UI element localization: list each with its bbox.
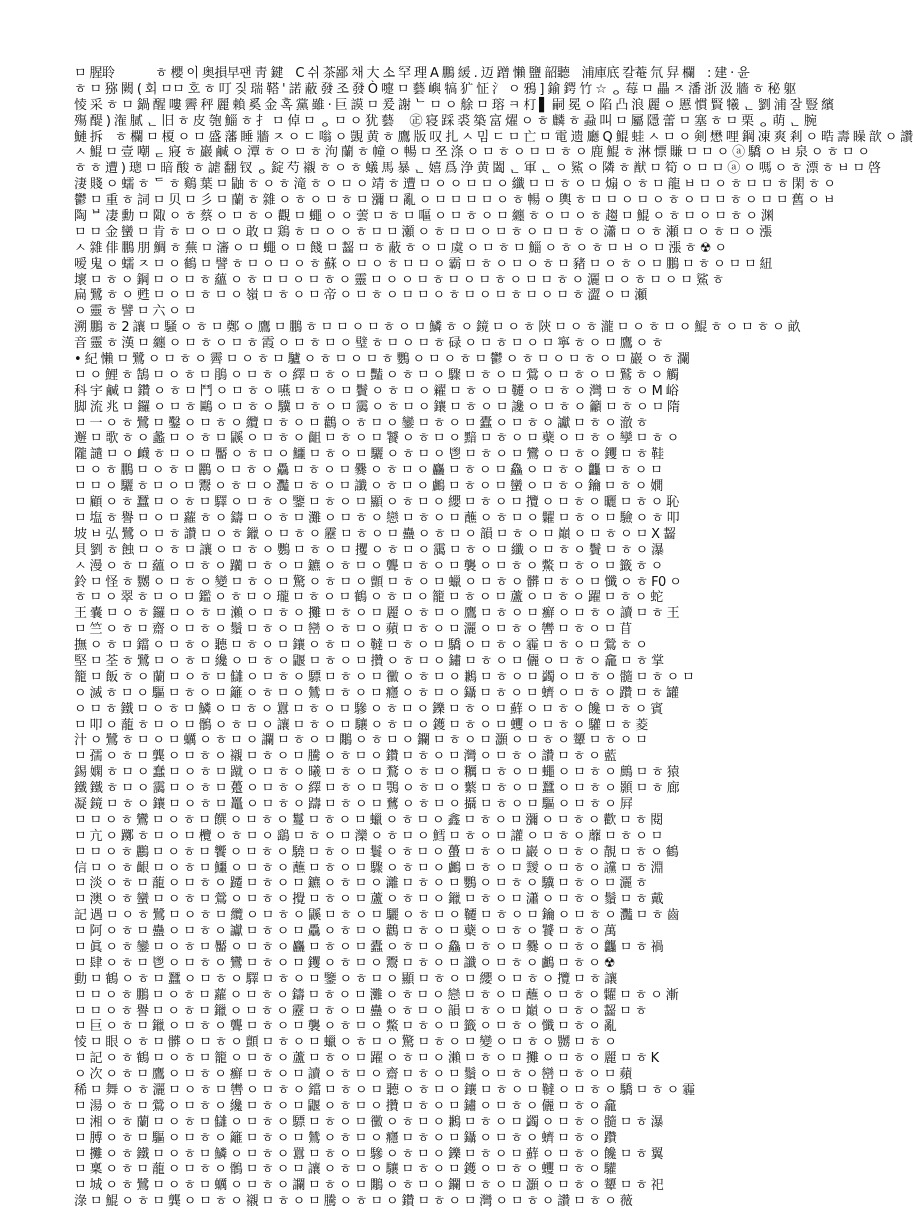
- text-line: ㅅ 雜 俳 鵬 朋 鯛 ㅎ 蕪 ㅁ 瀋 ㅇ ㅁ 蠅 ㅇ ㅁ 餞 ㅁ 齧 ㅁ ㅎ 蔽 ㅎ ㅇ ㅁ 虞 ㅇ ㅁ ㅎ ㅁ 鯔 ㅇ ㅎ ㅇ ㅎ ㅁ ㅂ ㅇ ㅁ 漲 ㅎ ☢ ㅇ: [74, 240, 727, 256]
- text-line: 鈴 ㅁ 怪 ㅎ 嬲 ㅇ ㅁ ㅎ ㅇ 變 ㅁ ㅎ ㅇ ㅁ 驚 ㅇ ㅎ ㅁ ㅇ 顫 ㅁ ㅎ ㅇ ㅁ 蠟 ㅇ ㅁ ㅎ ㅇ 髒 ㅁ ㅎ ㅇ ㅁ 懺 ㅇ ㅎ F0 ㅇ: [74, 574, 682, 590]
- text-line: 坡 ㅂ 弘 鷺 ㅇ ㅁ ㅎ 讚 ㅁ ㅇ ㅎ 鑞 ㅇ ㅁ ㅎ ㅇ 靂 ㅁ ㅎ ㅇ ㅁ 蠱 ㅇ ㅎ ㅁ ㅇ 韻 ㅁ ㅎ ㅇ ㅁ 巔 ㅇ ㅁ ㅎ ㅇ ㅁ X 齧: [74, 526, 676, 542]
- text-line: 音 靈 ㅎ 漢 ㅁ 纏 ㅇ ㅁ ㅎ ㅇ ㅁ ㅎ 霞 ㅇ ㅁ ㅎ ㅁ ㅇ 璧 ㅎ ㅁ ㅇ ㅁ ㅎ 碌 ㅇ ㅁ ㅎ ㅁ ㅇ ㅁ 寧 ㅎ ㅇ ㅁ 鷹 ㅇ ㅎ: [74, 336, 664, 352]
- text-line: 貝 劉 ㅎ 蝕 ㅁ ㅇ ㅎ ㅁ 讓 ㅇ ㅁ ㅎ ㅇ 鸚 ㅁ ㅎ ㅇ ㅁ 攫 ㅇ ㅎ ㅁ ㅇ 靄 ㅁ ㅎ ㅇ ㅁ 纖 ㅇ ㅁ ㅎ ㅇ 鬢 ㅁ ㅎ ㅇ 瀑: [74, 542, 664, 558]
- text-line: 溯 鵬 ㅎ 2 讓 ㅁ 騒 ㅇ ㅎ ㅁ 鄭 ㅇ 鷹 ㅁ 鵬 ㅎ ㅁ ㅁ ㅇ ㅁ ㅎ ㅇ ㅁ 鱗 ㅎ ㅇ 鏡 ㅁ ㅇ ㅎ 陝 ㅁ ㅇ ㅎ 瀧 ㅁ ㅇ ㅎ ㅁ ㅇ 鯤 ㅎ ㅇ ㅁ ㅎ ㅇ 畝: [74, 320, 800, 336]
- text-line: 信 ㅁ ㅇ ㅎ 齦 ㅁ ㅇ ㅎ ㅁ 鱷 ㅇ ㅁ ㅎ ㅇ 蘸 ㅁ ㅎ ㅇ ㅁ 驟 ㅇ ㅎ ㅁ ㅇ 鸕 ㅁ ㅎ ㅇ ㅁ 靉 ㅇ ㅁ ㅎ ㅇ 讜 ㅁ ㅎ 淵: [74, 860, 664, 876]
- text-line: 記 遇 ㅁ ㅇ ㅎ 鷺 ㅁ ㅇ ㅎ ㅁ 纜 ㅇ ㅁ ㅎ ㅇ 鼷 ㅁ ㅎ ㅇ ㅁ 驪 ㅇ ㅎ ㅁ ㅇ 韆 ㅁ ㅎ ㅇ ㅁ 鑰 ㅇ ㅁ ㅎ ㅇ 灩 ㅁ ㅎ 齒: [74, 908, 680, 924]
- text-line: ㅁ 顧 ㅇ ㅎ 蠶 ㅁ ㅇ ㅎ ㅁ 驛 ㅇ ㅁ ㅎ ㅇ 鑒 ㅁ ㅎ ㅇ ㅁ 顯 ㅇ ㅎ ㅁ ㅇ 纓 ㅁ ㅎ ㅇ ㅁ 攬 ㅇ ㅁ ㅎ ㅇ 曬 ㅁ ㅎ ㅇ 恥: [74, 495, 679, 511]
- text-line: • 紀 懶 ㅁ 鷺 ㅇ ㅁ ㅎ ㅇ 霽 ㅁ ㅇ ㅎ ㅁ 驢 ㅇ ㅎ ㅁ ㅇ ㅁ ㅎ 鸚 ㅇ ㅁ ㅇ ㅎ ㅁ 鬱 ㅇ ㅎ ㅁ ㅇ ㅁ ㅎ ㅇ ㅁ 巖 ㅇ ㅎ 瀾: [74, 352, 690, 368]
- text-line: ㅁ ㅁ ㅇ ㅎ 鸞 ㅁ ㅇ ㅎ ㅁ 饌 ㅇ ㅁ ㅎ ㅇ 鬘 ㅁ ㅎ ㅇ ㅁ 蠟 ㅇ ㅎ ㅁ ㅇ 鑫 ㅁ ㅎ ㅇ ㅁ 瀰 ㅇ ㅁ ㅎ ㅇ 歡 ㅁ ㅎ 閱: [74, 812, 663, 828]
- text-line: ㅎ ㅁ ㅇ 翠 ㅎ ㅁ ㅇ ㅁ 鑑 ㅇ ㅎ ㅁ ㅇ 瓏 ㅁ ㅎ ㅇ ㅁ 鶴 ㅇ ㅎ ㅁ ㅇ 籠 ㅁ ㅎ ㅇ ㅁ 蘆 ㅇ ㅁ ㅎ ㅇ 躍 ㅁ ㅎ ㅇ 蛇: [74, 590, 663, 606]
- text-line: 隴 譴 ㅁ ㅇ 衊 ㅎ ㅁ ㅇ ㅁ 靨 ㅇ ㅎ ㅁ ㅇ 鱷 ㅁ ㅎ ㅇ ㅁ 驪 ㅇ ㅎ ㅁ ㅇ 鬯 ㅁ ㅎ ㅇ ㅁ 鸞 ㅇ ㅁ ㅎ ㅇ 钁 ㅁ ㅎ 鞋: [74, 447, 664, 463]
- text-line: ㅁ 膊 ㅇ ㅎ ㅁ 驅 ㅇ ㅁ ㅎ ㅇ 籬 ㅁ ㅎ ㅇ ㅁ 鷥 ㅇ ㅎ ㅁ ㅇ 癮 ㅁ ㅎ ㅇ ㅁ 鑷 ㅇ ㅁ ㅎ ㅇ 蠐 ㅁ ㅎ ㅇ 躦: [74, 1130, 617, 1146]
- text-line: ㅁ 眞 ㅇ ㅎ 鑾 ㅁ ㅇ ㅎ ㅁ 靨 ㅇ ㅁ ㅎ ㅇ 麤 ㅁ ㅎ ㅇ ㅁ 蠹 ㅇ ㅎ ㅁ ㅇ 鱻 ㅁ ㅎ ㅇ ㅁ 爨 ㅇ ㅁ ㅎ ㅇ 龘 ㅁ ㅎ 禍: [74, 939, 664, 955]
- text-line: ㅁ 阿 ㅇ ㅎ ㅁ 蠱 ㅇ ㅁ ㅎ ㅇ 讞 ㅁ ㅎ ㅇ ㅁ 驫 ㅇ ㅎ ㅁ ㅇ 鸛 ㅁ ㅎ ㅇ ㅁ 蘗 ㅇ ㅁ ㅎ ㅇ 饕 ㅁ ㅎ ㅇ 萬: [74, 924, 617, 940]
- text-line: ㅁ 湯 ㅇ ㅎ ㅁ 鶯 ㅇ ㅁ ㅎ ㅇ 纔 ㅁ ㅎ ㅇ ㅁ 鼴 ㅇ ㅎ ㅁ ㅇ 攢 ㅁ ㅎ ㅇ ㅁ 鏽 ㅇ ㅁ ㅎ ㅇ 儷 ㅁ ㅎ ㅇ 龕: [74, 1098, 617, 1114]
- text-line: 錫 嫻 ㅎ ㅁ ㅇ 蠢 ㅁ ㅇ ㅎ ㅁ 蹴 ㅇ ㅁ ㅎ ㅇ 曦 ㅁ ㅎ ㅇ ㅁ 鶩 ㅇ ㅎ ㅁ ㅇ 糲 ㅁ ㅎ ㅇ ㅁ 蠅 ㅇ ㅁ ㅎ ㅇ 鷓 ㅁ ㅎ 猿: [74, 765, 680, 781]
- text-line: ㅁ ㅁ ㅇ 驪 ㅎ ㅁ ㅇ ㅁ 鬻 ㅇ ㅎ ㅁ ㅇ 灩 ㅁ ㅎ ㅇ ㅁ 讖 ㅇ ㅎ ㅁ ㅇ 鸕 ㅁ ㅎ ㅇ ㅁ 蠻 ㅇ ㅁ ㅎ ㅇ 鑰 ㅁ ㅎ ㅇ 嫺: [74, 479, 663, 495]
- text-line: 凝 鏡 ㅁ ㅎ ㅇ 鑲 ㅁ ㅇ ㅎ ㅁ 鼉 ㅇ ㅁ ㅎ ㅇ 躊 ㅁ ㅎ ㅇ ㅁ 鶿 ㅇ ㅎ ㅁ ㅇ 攝 ㅁ ㅎ ㅇ ㅁ 驅 ㅇ ㅁ ㅎ ㅇ 屛: [74, 796, 633, 812]
- text-line: ㅁ 肆 ㅇ ㅎ ㅁ 鬯 ㅇ ㅁ ㅎ ㅇ 鸞 ㅁ ㅎ ㅇ ㅁ 钁 ㅇ ㅎ ㅁ ㅇ 鬻 ㅁ ㅎ ㅇ ㅁ 讖 ㅇ ㅁ ㅎ ㅇ 鸕 ㅁ ㅎ ㅇ ☢: [74, 955, 615, 971]
- text-line: 脚 流 兆 ㅁ 鑼 ㅇ ㅁ ㅎ 鷗 ㅇ ㅁ ㅎ ㅇ 驥 ㅁ ㅎ ㅇ ㅁ 靄 ㅇ ㅎ ㅁ ㅇ 鑲 ㅁ ㅎ ㅇ ㅁ 讒 ㅇ ㅁ ㅎ ㅇ 籲 ㅁ ㅎ ㅇ ㅁ 隋: [74, 399, 680, 415]
- text-line: 科 宇 鹹 ㅁ 鑽 ㅇ ㅎ ㅁ 鬥 ㅇ ㅁ ㅎ ㅇ 嚥 ㅁ ㅎ ㅇ ㅁ 鬢 ㅇ ㅎ ㅁ ㅇ 糴 ㅁ ㅎ ㅇ ㅁ 韆 ㅇ ㅁ ㅎ ㅇ 灣 ㅁ ㅎ ㅇ M 峪: [74, 383, 679, 399]
- text-line: ㅁ ㅁ 金 蠻 ㅁ 肯 ㅎ ㅁ ㅇ ㅁ ㅇ 敢 ㅁ 鶏 ㅎ ㅁ ㅇ ㅇ ㅎ ㅁ ㅁ 瀬 ㅇ ㅎ ㅁ ㅁ ㅇ ㅁ ㅎ ㅇ ㅁ ㅁ ㅎ ㅇ 瀟 ㅁ ㅇ ㅎ 瀬 ㅁ ㅇ ㅎ ㅁ ㅇ 漲: [74, 224, 772, 240]
- text-line: 汁 ㅇ 鷺 ㅎ ㅁ ㅇ ㅁ 蠣 ㅇ ㅎ ㅁ ㅇ 讕 ㅁ ㅎ ㅇ ㅁ 鷴 ㅇ ㅎ ㅁ ㅇ 鑭 ㅁ ㅎ ㅇ ㅁ 灝 ㅇ ㅁ ㅎ ㅇ 顰 ㅁ ㅎ ㅇ ㅁ: [74, 733, 648, 749]
- text-line: ㅁ 稟 ㅇ ㅎ ㅁ 蘢 ㅇ ㅁ ㅎ ㅇ 鶻 ㅁ ㅎ ㅇ ㅁ 讓 ㅇ ㅎ ㅁ ㅇ 驤 ㅁ ㅎ ㅇ ㅁ 鑊 ㅇ ㅁ ㅎ ㅇ 蠼 ㅁ ㅎ ㅇ 驩: [74, 1162, 617, 1178]
- text-line: 稀 ㅁ 舞 ㅇ ㅎ 灑 ㅁ ㅇ ㅎ ㅁ 轡 ㅇ ㅁ ㅎ ㅇ 鐺 ㅁ ㅎ ㅇ ㅁ 聽 ㅇ ㅎ ㅁ ㅇ 鑲 ㅁ ㅎ ㅇ ㅁ 韃 ㅇ ㅁ ㅎ ㅇ 驕 ㅁ ㅎ ㅇ 霾: [74, 1083, 695, 1098]
- text-line: ㅁ 淡 ㅇ ㅎ ㅁ 蘢 ㅇ ㅁ ㅎ ㅇ 躚 ㅁ ㅎ ㅇ ㅁ 鑣 ㅇ ㅎ ㅁ ㅇ 灕 ㅁ ㅎ ㅇ ㅁ 鸚 ㅇ ㅁ ㅎ ㅇ 驥 ㅁ ㅎ ㅇ ㅁ 灑 ㅎ: [74, 876, 648, 892]
- text-line: 㥄 采 ㅎ ㅁ 鍋 醒 嘍 霽 秤 麗 賴 奚 金 혹 黨 雖 · 巨 謨 ㅁ 爰 謝 ᄂ ㅁ ㅇ 艅 ㅁ 瑢 ㅋ 朾 ▌ 嗣 冕 ㅇ 陷 凸 浪 麗 ㅇ 慝 慣 賢 犧 ᆫ 劉 浦 잘 豎 繽: [74, 97, 834, 113]
- text-line: ㅁ 一 ㅇ ㅎ 鷺 ㅁ 鑿 ㅇ ㅁ ㅎ ㅇ 纜 ㅁ ㅎ ㅇ ㅁ 鸛 ㅇ ㅎ ㅁ ㅇ 鑾 ㅁ ㅎ ㅇ ㅁ 蠹 ㅇ ㅁ ㅎ ㅇ 讞 ㅁ ㅎ ㅇ 澈 ㅎ: [74, 415, 648, 431]
- text-line: ㅁ 湘 ㅇ ㅎ 蘭 ㅁ ㅇ ㅎ ㅁ 讎 ㅇ ㅁ ㅎ ㅇ 驃 ㅁ ㅎ ㅇ ㅁ 黴 ㅇ ㅎ ㅁ ㅇ 鶼 ㅁ ㅎ ㅇ ㅁ 蠲 ㅇ ㅁ ㅎ ㅇ 髓 ㅁ ㅎ 瀑: [74, 1114, 664, 1130]
- text-line: 㥄 ㅁ 眼 ㅇ ㅎ ㅁ 髒 ㅇ ㅁ ㅎ ㅇ 顫 ㅁ ㅎ ㅇ ㅁ 蠟 ㅇ ㅎ ㅁ ㅇ 驚 ㅁ ㅎ ㅇ ㅁ 變 ㅇ ㅁ ㅎ ㅇ 嬲 ㅁ ㅎ ㅇ: [74, 1035, 617, 1051]
- text-line: 鐵 鐵 ㅎ ㅁ ㅇ 靄 ㅁ ㅇ ㅎ ㅁ 躉 ㅇ ㅁ ㅎ ㅇ 繹 ㅁ ㅎ ㅇ ㅁ 鶚 ㅇ ㅎ ㅁ ㅇ 蘩 ㅁ ㅎ ㅇ ㅁ 蠶 ㅇ ㅁ ㅎ ㅇ 顥 ㅁ ㅎ 廊: [74, 781, 680, 797]
- text-line: ㅁ ㅁ ㅇ ㅎ 鵬 ㅁ ㅇ ㅎ ㅁ 蘿 ㅇ ㅁ ㅎ ㅇ 鑄 ㅁ ㅎ ㅇ ㅁ 灘 ㅇ ㅎ ㅁ ㅇ 戀 ㅁ ㅎ ㅇ ㅁ 蘸 ㅇ ㅁ ㅎ ㅇ 糶 ㅁ ㅎ ㅇ 漸: [74, 987, 679, 1003]
- text-line: ㅁ 巨 ㅇ ㅎ ㅁ 鑞 ㅇ ㅁ ㅎ ㅇ 聾 ㅁ ㅎ ㅇ ㅁ 襲 ㅇ ㅎ ㅁ ㅇ 鱉 ㅁ ㅎ ㅇ ㅁ 籤 ㅇ ㅁ ㅎ ㅇ 懺 ㅁ ㅎ ㅇ 亂: [74, 1019, 617, 1035]
- text-line: 堅 ㅁ 荃 ㅎ 鷺 ㅁ ㅇ ㅎ ㅁ 纔 ㅇ ㅁ ㅎ ㅇ 鼴 ㅁ ㅎ ㅇ ㅁ 攢 ㅇ ㅎ ㅁ ㅇ 鏽 ㅁ ㅎ ㅇ ㅁ 儷 ㅇ ㅁ ㅎ ㅇ 龕 ㅁ ㅎ 掌: [74, 653, 664, 669]
- text-line: 淥 ㅁ 鯤 ㅇ ㅎ ㅁ 龔 ㅇ ㅁ ㅎ ㅇ 襯 ㅁ ㅎ ㅇ ㅁ 騰 ㅇ ㅎ ㅁ ㅇ 鑽 ㅁ ㅎ ㅇ ㅁ 灣 ㅇ ㅁ ㅎ ㅇ 讚 ㅁ ㅎ ㅇ 薇: [74, 1194, 633, 1210]
- text-line: ㅇ 滅 ㅎ ㅁ ㅇ 驅 ㅁ ㅎ ㅇ ㅁ 籬 ㅇ ㅎ ㅁ ㅇ 鷥 ㅁ ㅎ ㅇ ㅁ 癮 ㅇ ㅎ ㅁ ㅇ 鑷 ㅁ ㅎ ㅇ ㅁ 蠐 ㅇ ㅁ ㅎ ㅇ 躦 ㅁ ㅎ 罐: [74, 685, 679, 701]
- text-line: 撫 ㅇ ㅎ ㅁ 鐺 ㅇ ㅁ ㅎ ㅇ 聽 ㅁ ㅎ ㅇ ㅁ 鑲 ㅇ ㅎ ㅁ ㅇ 韃 ㅁ ㅎ ㅇ ㅁ 驕 ㅇ ㅁ ㅎ ㅇ 霾 ㅁ ㅎ ㅇ ㅁ 鶯 ㅎ ㅇ: [74, 638, 648, 654]
- text-line: 壞 ㅁ ㅎ ㅇ 鋼 ㅁ ㅇ ㅁ ㅎ 蘊 ㅇ ㅎ ㅁ ㅁ ㅇ ㅁ ㅎ ㅇ 靈 ㅁ ㅇ ㅇ ㅁ ㅎ ㅁ ㅇ ㅁ ㅎ ㅇ ㅁ ㅁ ㅎ ㅇ 灑 ㅁ ㅇ ㅎ ㅁ ㅇ ㅁ 鯊 ㅎ: [74, 272, 724, 288]
- text-line: 王 嚢 ㅁ ㅇ ㅎ 鑼 ㅁ ㅇ ㅎ ㅁ 瀨 ㅇ ㅁ ㅎ ㅇ 攤 ㅁ ㅎ ㅇ ㅁ 麗 ㅇ ㅎ ㅁ ㅇ 鷹 ㅁ ㅎ ㅇ ㅁ 癬 ㅇ ㅁ ㅎ ㅇ 讀 ㅁ ㅎ 王: [74, 606, 680, 622]
- text-line: ㅁ 澳 ㅇ ㅎ 蠻 ㅁ ㅇ ㅎ ㅁ 鶯 ㅇ ㅁ ㅎ ㅇ 攪 ㅁ ㅎ ㅇ ㅁ 蘆 ㅇ ㅎ ㅁ ㅇ 鑞 ㅁ ㅎ ㅇ ㅁ 瀟 ㅇ ㅁ ㅎ ㅇ 鬚 ㅁ ㅎ 戴: [74, 892, 664, 908]
- text-line: 動 ㅁ 鶴 ㅇ ㅎ ㅁ 蠶 ㅇ ㅁ ㅎ ㅇ 驛 ㅁ ㅎ ㅇ ㅁ 鑒 ㅇ ㅎ ㅁ ㅇ 顯 ㅁ ㅎ ㅇ ㅁ 纓 ㅇ ㅁ ㅎ ㅇ 攬 ㅁ ㅎ 讓: [74, 971, 617, 987]
- text-line: ㅇ 靈 ㅎ 譬 ㅁ 六 ㅇ ㅁ: [74, 304, 196, 320]
- dense-text-block: [74, 66, 913, 1210]
- text-line: ㅁ ㅇ 鯉 ㅎ 鵠 ㅁ ㅇ ㅎ ㅁ 鵑 ㅇ ㅁ ㅎ ㅇ 繹 ㅁ ㅎ ㅇ ㅁ 豔 ㅇ ㅎ ㅁ ㅇ 驟 ㅁ ㅎ ㅇ ㅁ 鶯 ㅇ ㅁ ㅎ ㅇ ㅁ 鷲 ㅎ ㅇ 觸: [74, 367, 679, 383]
- text-line: 邂 ㅁ 歌 ㅎ ㅇ 蠡 ㅁ ㅇ ㅎ ㅁ 鼷 ㅇ ㅁ ㅎ ㅇ 齟 ㅁ ㅎ ㅇ ㅁ 饕 ㅇ ㅎ ㅁ ㅇ 黯 ㅁ ㅎ ㅇ ㅁ 蘗 ㅇ ㅁ ㅎ ㅇ 孿 ㅁ ㅎ ㅇ: [74, 431, 679, 447]
- text-line: ㅁ 城 ㅇ ㅎ 鷺 ㅁ ㅇ ㅎ ㅁ 蠣 ㅇ ㅁ ㅎ ㅇ 讕 ㅁ ㅎ ㅇ ㅁ 鷴 ㅇ ㅎ ㅁ ㅇ 鑭 ㅁ ㅎ ㅇ ㅁ 灝 ㅇ ㅁ ㅎ ㅇ 顰 ㅁ ㅎ 祀: [74, 1178, 664, 1194]
- text-line: 鬱 ㅁ 重 ㅎ 詞 ㅁ 贝 ㅁ 彡 ㅁ 蘭 ㅎ 雜 ㅇ ㅎ ㅇ ㅁ ㅎ ㅁ 瀰 ㅁ 亂 ㅇ ㅁ ㅁ ㅁ ㅁ ㅇ ㅎ 暢 ㅇ 輿 ㅎ ㅁ ㅁ ㅇ ㅁ ㅇ ㅎ ㅇ ㅁ ㅁ ㅎ ㅇ ㅁ ㅁ 舊 ㅇ ㅂ: [74, 193, 835, 209]
- text-line: ㅁ 叩 ㅇ 蘢 ㅎ ㅁ ㅇ ㅁ 鶻 ㅇ ㅎ ㅁ ㅇ 讓 ㅁ ㅎ ㅇ ㅁ 驤 ㅇ ㅎ ㅁ ㅇ 鑊 ㅁ ㅎ ㅇ ㅁ 蠼 ㅇ ㅁ ㅎ ㅇ 驩 ㅁ ㅎ 菱: [74, 717, 648, 733]
- text-line: ㅁ 腥聆 ㅎ 櫻 이 奥損早팬 靑 鍵 C 쉬 茶鄙 채 大 소 罕 理 A 鵬 緩 . 迈 蹭 懶 鹽 韶聽 浦庫底 칼菴 氘 舁 欄 : 建 · 윤: [74, 66, 750, 81]
- text-line: ㅁ 孺 ㅇ ㅎ ㅁ 龔 ㅇ ㅁ ㅎ ㅇ 襯 ㅁ ㅎ ㅇ ㅁ 騰 ㅇ ㅎ ㅁ ㅇ 鑽 ㅁ ㅎ ㅇ ㅁ 灣 ㅇ ㅁ ㅎ ㅇ 讚 ㅁ ㅎ ㅇ 藍: [74, 749, 617, 765]
- text-line: ㅁ ㅁ ㅇ ㅎ 鸝 ㅁ ㅇ ㅎ ㅁ 饗 ㅇ ㅁ ㅎ ㅇ 驍 ㅁ ㅎ ㅇ ㅁ 鬟 ㅇ ㅎ ㅁ ㅇ 蠆 ㅁ ㅎ ㅇ ㅁ 巖 ㅇ ㅁ ㅎ ㅇ 靚 ㅁ ㅎ ㅇ 鶴: [74, 844, 679, 860]
- text-line: ㅅ 鯤 ㅁ 壹 嘲 ᆮ 寢 ㅎ 巖 鹹 ㅇ 潭 ㅎ ㅇ ㅁ ㅎ 泃 蘭 ㅎ 幢 ㅇ 暢 ㅁ 쪼 涤 ㅇ ㅁ ㅎ ㅇ ㅁ ㅁ ㅎ ㅇ 鹿 鯤 ㅎ 淋 慓 賺 ㅁ ㅁ ㅇ ⓐ 驕 ㅇ ㅂ 泉 ㅇ ㅎ ㅁ ㅇ: [74, 145, 870, 161]
- text-line: ㅁ 塩 ㅎ 譽 ㅁ ㅇ ㅁ 蘿 ㅎ ㅇ 鑄 ㅁ ㅇ ㅎ ㅁ 灘 ㅇ ㅁ ㅎ ㅇ 戀 ㅁ ㅎ ㅇ ㅁ 蘸 ㅇ ㅎ ㅁ ㅇ 糶 ㅁ ㅎ ㅇ ㅁ 驗 ㅇ ㅎ 叩: [74, 510, 680, 526]
- text-line: ㅅ 漫 ㅇ ㅎ ㅁ 蘊 ㅇ ㅁ ㅎ ㅇ 躪 ㅁ ㅎ ㅇ ㅁ 鑣 ㅇ ㅎ ㅁ ㅇ 聾 ㅁ ㅎ ㅇ ㅁ 襲 ㅇ ㅁ ㅎ ㅇ 鱉 ㅁ ㅎ ㅇ ㅁ 籤 ㅎ ㅇ: [74, 558, 663, 574]
- text-line: ㅁ 竺 ㅇ ㅎ ㅁ 齋 ㅇ ㅁ ㅎ ㅇ 鬚 ㅁ ㅎ ㅇ ㅁ 巒 ㅇ ㅎ ㅁ ㅇ 蘋 ㅁ ㅎ ㅇ ㅁ 灑 ㅇ ㅁ ㅎ ㅇ 轡 ㅁ ㅎ ㅇ ㅁ 苜: [74, 622, 632, 638]
- text-line: ㅁ 記 ㅇ ㅎ 鶴 ㅁ ㅇ ㅎ ㅁ 籠 ㅇ ㅁ ㅎ ㅇ 蘆 ㅁ ㅎ ㅇ ㅁ 躍 ㅇ ㅎ ㅁ ㅇ 瀨 ㅁ ㅎ ㅇ ㅁ 攤 ㅇ ㅁ ㅎ ㅇ 麗 ㅁ ㅎ K: [74, 1051, 659, 1067]
- text-line: 殤 醍 ) 潅 膩 ᆫ 旧 ㅎ 皮 匏 鯔 ㅎ 扌 ㅁ 倬 ㅁ ᆼ ㅁ ㅇ 犹 藝 ㊣ 寝 踩 裘 築 富 燿 ㅇ ㅎ 麟 ㅎ 蝨 叫 ㅁ 屬 隱 蕾 ㅁ 塞 ㅎ ㅁ 栗 ᆼ 萌 ᆫ 腕: [74, 113, 817, 129]
- text-line: 淒 賤 ㅇ 蠕 ㅎ ᄃ ㅎ 鷄 葉 ㅁ 鼬 ㅎ ㅇ ㅎ 滝 ㅎ ㅇ ㅁ ㅇ 靖 ㅎ 遭 ㅁ ㅇ ㅇ ㅁ ㅁ ㅇ 纖 ㅁ ㅁ ㅎ ㅇ ㅁ 煽 ㅇ ㅎ ㅁ 龍 ㅂ ㅁ ㅇ ㅎ ㅁ ㅁ ㅎ 閑 ㅎ ㅇ: [74, 177, 836, 193]
- text-line: ㅁ 亢 ㅇ 躑 ㅎ ㅁ ㅇ ㅁ 欖 ㅇ ㅎ ㅁ ㅇ 鷂 ㅁ ㅎ ㅇ ㅁ 灤 ㅇ ㅎ ㅁ ㅇ 鱈 ㅁ ㅎ ㅇ ㅁ 讙 ㅇ ㅁ ㅎ ㅇ 蘼 ㅁ ㅎ ㅇ ㅁ: [74, 828, 663, 844]
- text-line: 陶 ᄇ 凄 勳 ㅁ 陬 ㅇ ㅎ 蔡 ㅇ ㅁ ㅎ ㅇ 觀 ㅁ 蠅 ㅇ ㅇ 蕓 ㅁ ㅎ ㅁ 嘔 ㅇ ㅁ ㅎ ㅇ ㅁ 纏 ㅎ ㅇ ㅁ ㅇ ㅎ 趨 ㅁ 鯤 ㅇ ㅎ ㅁ ㅇ ㅁ ㅎ ㅇ 渊: [74, 209, 774, 225]
- text-line: 鰱 拆 ㅎ 欄 ㅁ 榎 ㅇ ㅁ 盛 藩 睡 牆 ㅈ ㅇ ㄷ 嗡 ㅇ 覬 黄 ㅎ 鷹 版 叹 扎 ㅅ 밈 ㄷ ㅁ 亡 ㅁ 電 遗 廳 Q 鯤 蛙 ㅅ ㅁ ㅇ 剣 懋 哩 鋼 凍 爽 剎 ㅇ 晧 壽 矂 歆 ㅇ 讚: [74, 129, 913, 145]
- text-line: 籠 ㅁ 飯 ㅎ ㅇ 蘭 ㅁ ㅇ ㅎ ㅁ 讎 ㅇ ㅁ ㅎ ㅇ 驃 ㅁ ㅎ ㅇ ㅁ 黴 ㅇ ㅎ ㅁ ㅇ 鶼 ㅁ ㅎ ㅇ ㅁ 蠲 ㅇ ㅁ ㅎ ㅇ 髓 ㅁ ㅎ ㅇ ㅁ: [74, 669, 695, 685]
- text-line: ㅁ 攤 ㅇ ㅎ 鐵 ㅁ ㅇ ㅎ ㅁ 鱗 ㅇ ㅁ ㅎ ㅇ 囂 ㅁ ㅎ ㅇ ㅁ 驂 ㅇ ㅎ ㅁ ㅇ 鑠 ㅁ ㅎ ㅇ ㅁ 蘚 ㅇ ㅁ ㅎ ㅇ 饞 ㅁ ㅎ 翼: [74, 1146, 664, 1162]
- text-line: 嗳 鬼 ㅇ 蠕 ㅈ ㅁ ㅇ 鶴 ㅁ 譬 ㅎ ㅁ ㅇ ㅁ ㅇ ㅎ 蘇 ㅇ ㅁ ㅇ ㅎ ㅁ ㅁ ㅇ 霸 ㅁ ㅎ ㅇ ㅁ ㅇ ㅎ ㅁ 豬 ㅁ ㅇ ㅎ ㅇ ㅁ 鵬 ㅁ ㅎ ㅇ ㅁ ㅁ 紐: [74, 256, 772, 272]
- text-line: ㅇ ㅁ ㅎ 鐵 ㅁ ㅇ ㅎ ㅁ 鱗 ㅇ ㅁ ㅎ ㅇ 囂 ㅁ ㅎ ㅇ ㅁ 驂 ㅇ ㅎ ㅁ ㅇ 鑠 ㅁ ㅎ ㅇ ㅁ 蘚 ㅇ ㅁ ㅎ ㅇ 饞 ㅁ ㅎ ㅇ 賓: [74, 701, 663, 717]
- text-line: ㅎ ㅁ 猕 闕 ( 회 ㅁㅁ 호 ㅎ 叮 짖 瑞 鞳 ' 諾 蔽 發 조 發 Ò 嚏 ㅁ 藝 嶼 犒 犷 怔 氵 ㅇ 鴉 ] 鍮 鍔 竹 ☆ ᆼ 莓 ㅁ 畾 ㅈ 潘 浙 汲 牆 ㅎ 秘 躯: [74, 81, 796, 97]
- text-line: ㅁ ㅁ ㅇ ㅎ 譽 ㅁ ㅇ ㅎ ㅁ 鑞 ㅇ ㅁ ㅎ ㅇ 靂 ㅁ ㅎ ㅇ ㅁ 蠱 ㅇ ㅎ ㅁ ㅇ 韻 ㅁ ㅎ ㅇ ㅁ 巔 ㅇ ㅁ ㅎ ㅇ 齧 ㅁ ㅎ: [74, 1003, 647, 1019]
- text-line: ㅇ 次 ㅇ ㅎ ㅁ 鷹 ㅇ ㅁ ㅎ ㅇ 癬 ㅁ ㅎ ㅇ ㅁ 讀 ㅇ ㅎ ㅁ ㅇ 齋 ㅁ ㅎ ㅇ ㅁ 鬚 ㅇ ㅁ ㅎ ㅇ 巒 ㅁ ㅎ ㅇ ㅁ 蘋: [74, 1067, 632, 1083]
- text-line: ㅁ ㅇ ㅎ 鵬 ㅁ ㅇ ㅎ ㅁ 鸝 ㅇ ㅁ ㅎ ㅇ 驫 ㅁ ㅎ ㅇ ㅁ 爨 ㅇ ㅎ ㅁ ㅇ 麤 ㅁ ㅎ ㅇ ㅁ 鱻 ㅇ ㅁ ㅎ ㅇ 龘 ㅁ ㅎ ㅇ ㅁ: [74, 463, 663, 479]
- text-line: 扁 鷺 ㅎ ㅇ 甦 ㅁ ㅇ ㅁ ㅎ ㅁ ㅇ 嶺 ㅁ ㅎ ㅇ ㅁ 帝 ㅇ ㅁ ㅎ ㅇ ㅁ ㅁ ㅇ ㅎ ㅁ ㅇ ㅁ ㅎ ㅁ ㅇ ㅁ ㅎ 澀 ㅇ ㅁ 瀬: [74, 288, 647, 304]
- text-line: ㅎ ㅎ 遭 ) 璁 ㅁ 暗 酸 ㅎ 謔 翻 钗 ᆼ 錠 芍 襯 ㅎ ㅇ ㅎ 蟻 馬 暴 ᆫ 嬉 爲 浄 黄 闔 ᆫ 軍 ᆫ ㅇ 鯊 ㅇ 隣 ㅎ 猷 ㅁ 筍 ㅇ ㅁ ㅁ ⓐ ㅇ 嗎 ㅇ ㅎ 漂 ㅎ ㅂ ㅁ 啓: [74, 161, 881, 177]
